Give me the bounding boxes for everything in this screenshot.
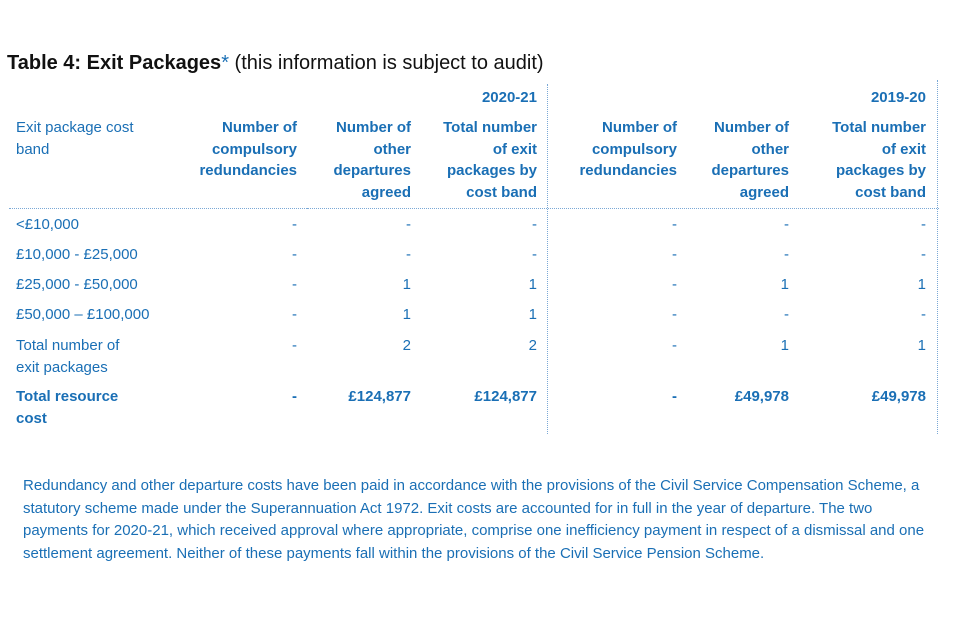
column-header: packages by [446, 162, 537, 179]
column-header: Number of [222, 119, 297, 136]
column-header: Total number [443, 119, 537, 136]
table-cell: - [672, 216, 677, 233]
table-cell: 1 [917, 337, 926, 354]
row-label: £50,000 – £100,000 [16, 306, 150, 323]
column-header: of exit [492, 140, 537, 158]
table-cell: 2 [402, 337, 411, 354]
column-header: packages by [835, 162, 926, 179]
column-header: cost band [855, 183, 926, 201]
band-column-header: band [16, 140, 50, 158]
table-cell: £49,978 [871, 388, 926, 405]
column-header: Number of [336, 119, 411, 136]
table-cell: 1 [402, 306, 411, 323]
column-header: of exit [881, 140, 926, 158]
row-label: £10,000 - £25,000 [16, 246, 138, 263]
row-label: Total number of [16, 337, 120, 354]
column-header: agreed [361, 183, 411, 201]
table-cell: - [921, 306, 926, 323]
table-cell: - [672, 306, 677, 323]
table-title-bold: Table 4: Exit Packages [7, 52, 222, 74]
asterisk-mark: * [221, 52, 229, 74]
table-cell: - [921, 246, 926, 263]
column-header: departures [333, 162, 411, 179]
column-header: other [751, 140, 789, 158]
table-cell: - [784, 306, 789, 323]
year-header-2020-21: 2020-21 [481, 89, 537, 106]
table-cell: 1 [402, 276, 411, 293]
table-cell: - [672, 337, 677, 354]
column-header: redundancies [199, 162, 297, 179]
divider [547, 84, 548, 434]
table-cell: - [292, 216, 297, 233]
column-header: Number of [714, 119, 789, 136]
column-header: other [373, 140, 411, 158]
column-header: cost band [466, 183, 537, 201]
table-cell: - [784, 246, 789, 263]
row-label: exit packages [16, 358, 108, 376]
table-cell: - [672, 276, 677, 293]
table-cell: 1 [528, 306, 537, 323]
table-cell: - [292, 388, 297, 405]
row-label: <£10,000 [16, 216, 79, 233]
row-label: £25,000 - £50,000 [16, 276, 138, 293]
table-cell: - [532, 216, 537, 233]
table-cell: - [292, 276, 297, 293]
table-cell: - [672, 388, 677, 405]
table-cell: - [292, 306, 297, 323]
year-header-2019-20: 2019-20 [870, 89, 926, 106]
footnote-paragraph: Redundancy and other departure costs have been paid in accordance with the provisions of the Civil Service Compensation Scheme, a statutory scheme made under the Superannuation Act 1972. Exit costs are accounted for in full in the year of departure. The two payments for 2020-21, which received approval where appropriate, comprise one inefficiency payment in respect of a dismissal and one settlement agreement. Neither of these payments fall within the provisions of the Civil Service Pension Scheme. [23, 477, 925, 562]
divider [937, 80, 938, 434]
column-header: Number of [602, 119, 677, 136]
table-cell: £124,877 [348, 388, 411, 405]
table-cell: £124,877 [474, 388, 537, 405]
table-cell: £49,978 [734, 388, 789, 405]
band-column-header: Exit package cost [16, 119, 134, 136]
table-cell: 1 [917, 276, 926, 293]
table-cell: 1 [780, 337, 789, 354]
table-cell: 1 [528, 276, 537, 293]
column-header: departures [711, 162, 789, 179]
table-cell: - [672, 246, 677, 263]
row-label: Total resource [16, 388, 119, 405]
row-label: cost [16, 409, 47, 427]
table-title-note: (this information is subject to audit) [228, 52, 544, 74]
table-cell: - [921, 216, 926, 233]
column-header: redundancies [579, 162, 677, 179]
table-cell: - [784, 216, 789, 233]
table-cell: 1 [780, 276, 789, 293]
table-cell: - [292, 337, 297, 354]
column-header: compulsory [591, 140, 677, 158]
table-cell: - [292, 246, 297, 263]
column-header: Total number [832, 119, 926, 136]
column-header: compulsory [211, 140, 297, 158]
table-cell: - [532, 246, 537, 263]
table-cell: - [406, 246, 411, 263]
table-cell: 2 [528, 337, 537, 354]
table-cell: - [406, 216, 411, 233]
column-header: agreed [739, 183, 789, 201]
divider [307, 208, 547, 209]
